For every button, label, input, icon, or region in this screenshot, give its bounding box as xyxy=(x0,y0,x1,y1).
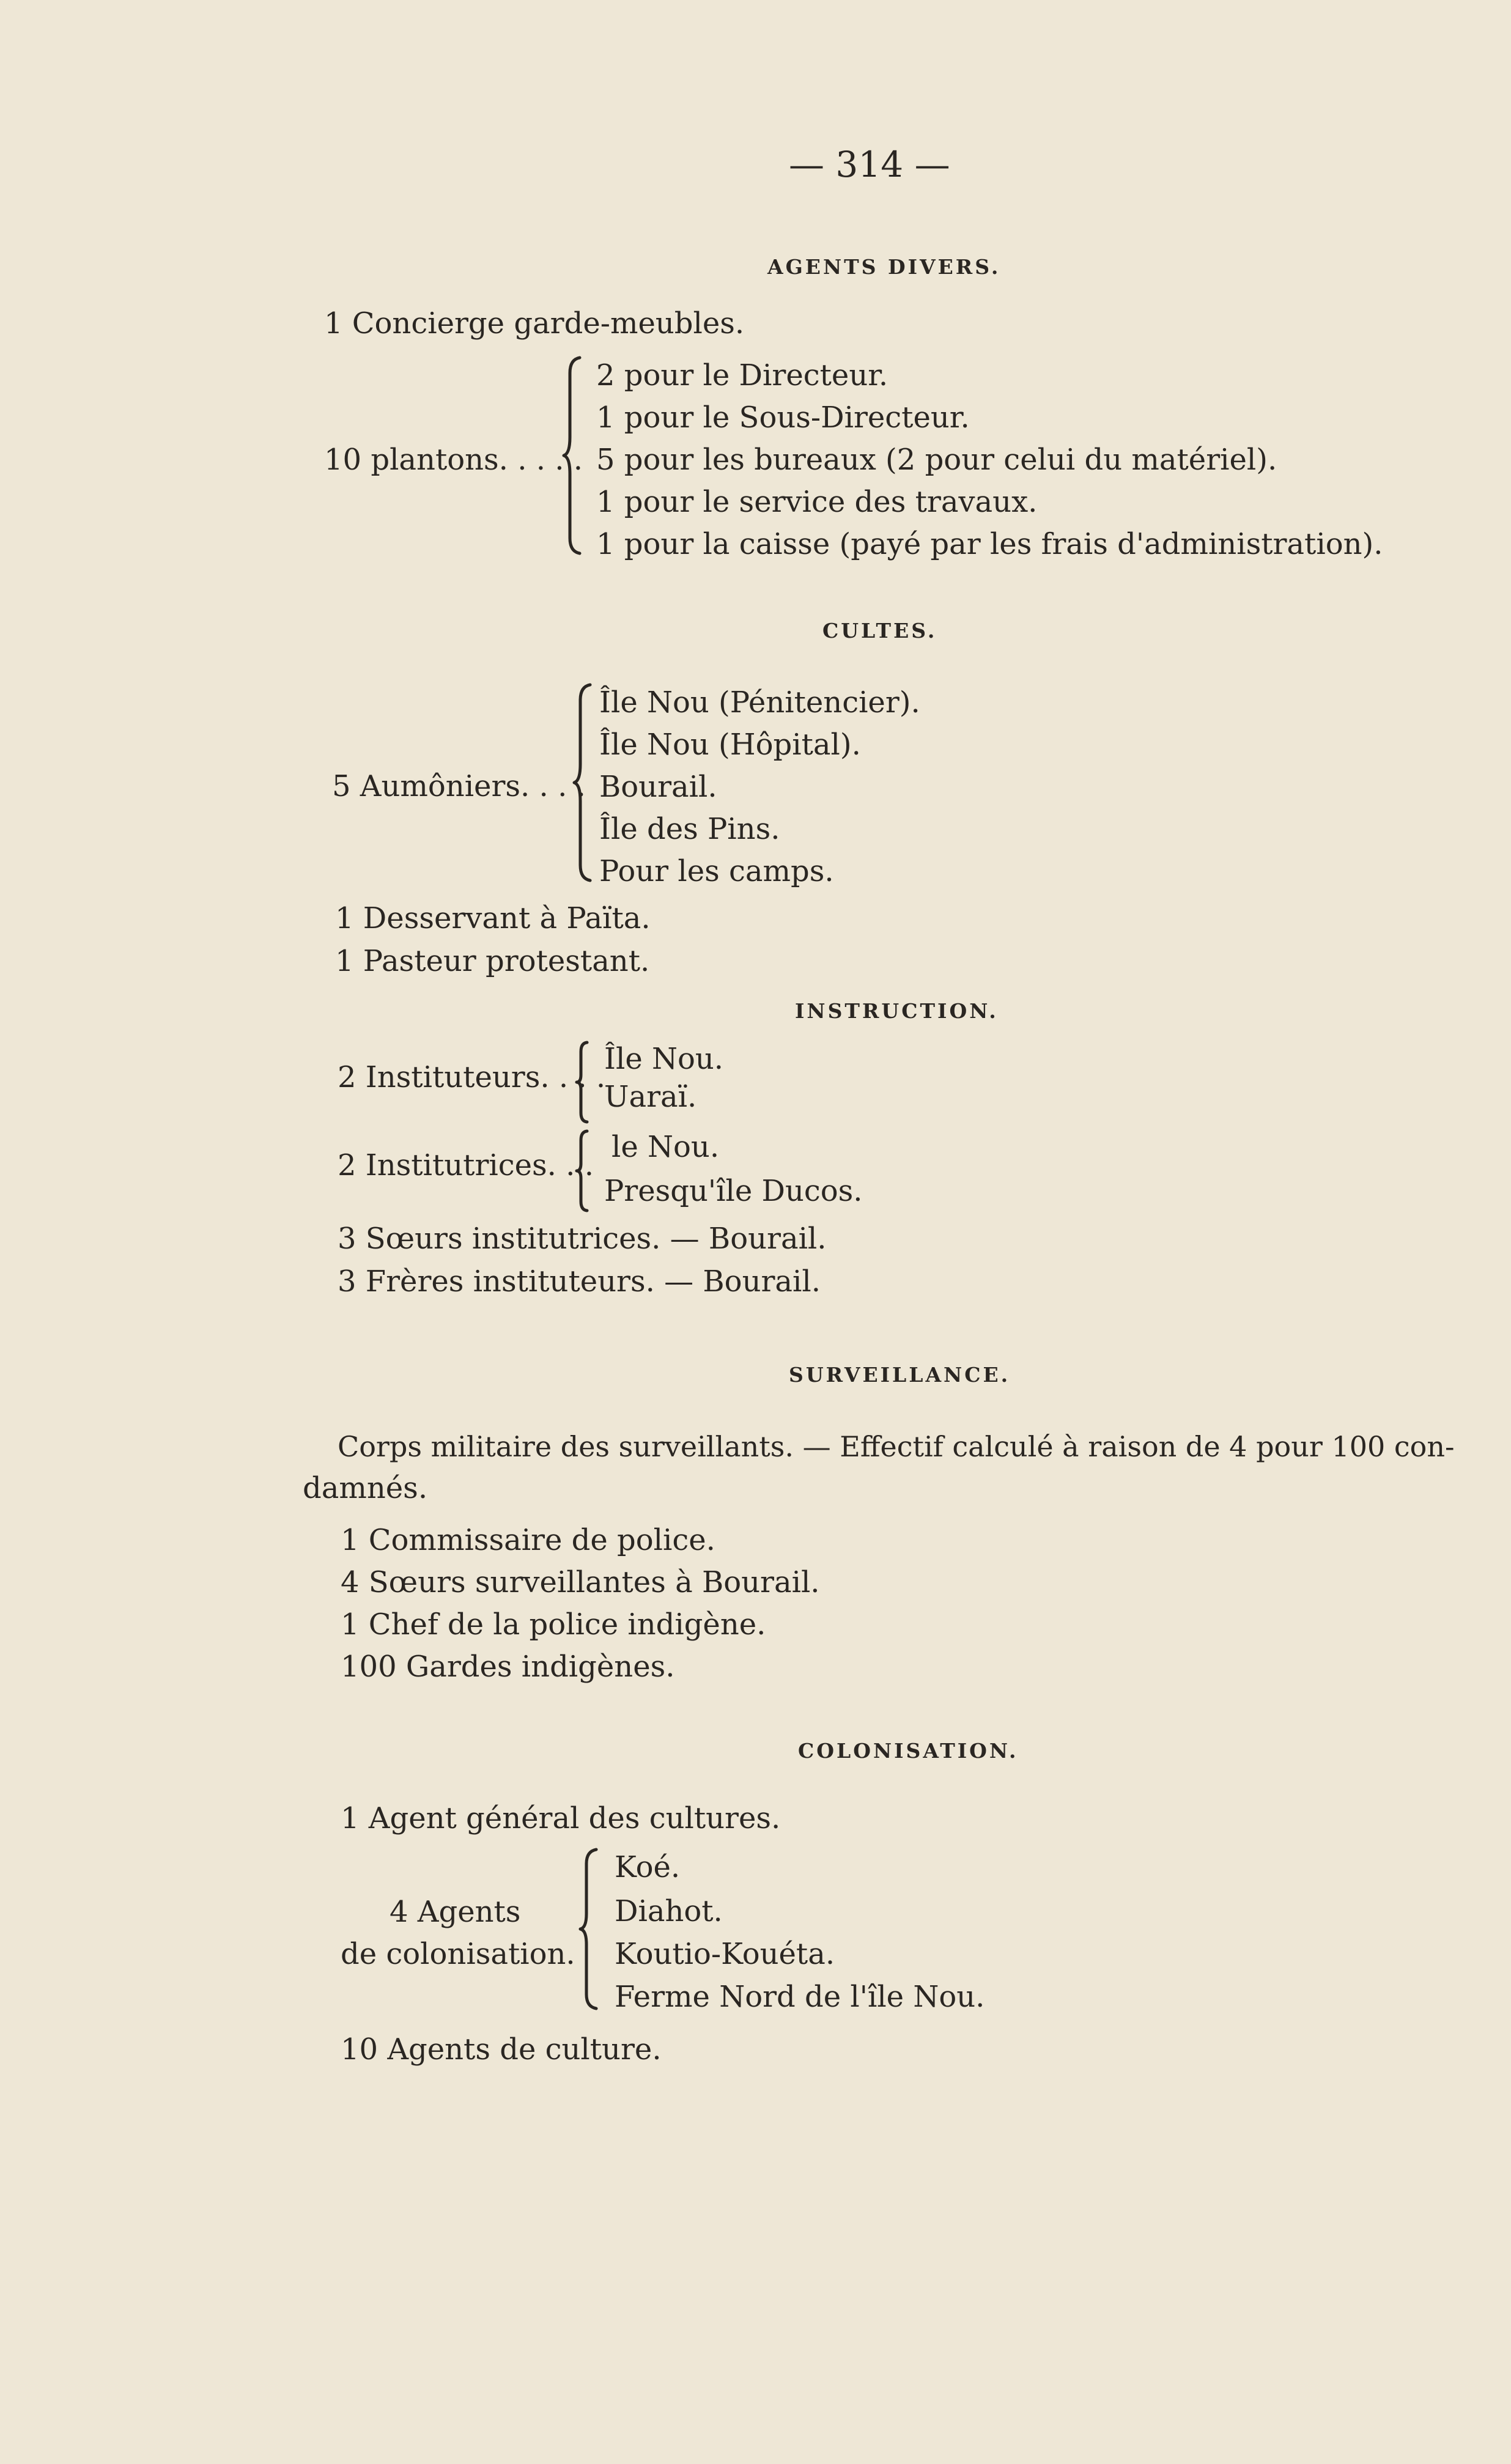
agent-general-line: 1 Agent général des cultures. xyxy=(341,1801,781,1835)
plantons-item-2: 1 pour le Sous-Directeur. xyxy=(596,400,970,435)
agents-colonisation-item-2: Diahot. xyxy=(615,1894,723,1928)
aumoniers-label: 5 Aumôniers. . . . xyxy=(332,769,586,803)
aumoniers-brace xyxy=(572,682,596,883)
agents-colonisation-item-4: Ferme Nord de l'île Nou. xyxy=(615,1980,985,2014)
section-heading-agents-divers: AGENTS DIVERS. xyxy=(767,255,1001,279)
aumoniers-item-4: Île des Pins. xyxy=(599,812,780,846)
section-heading-surveillance: SURVEILLANCE. xyxy=(789,1363,1011,1387)
plantons-brace xyxy=(561,355,586,556)
instituteurs-label: 2 Instituteurs. . . . xyxy=(338,1060,606,1094)
agents-colonisation-item-3: Koutio-Kouéta. xyxy=(615,1937,835,1971)
concierge-line: 1 Concierge garde-meubles. xyxy=(324,306,745,341)
aumoniers-item-3: Bourail. xyxy=(599,770,717,804)
plantons-label: 10 plantons. . . . . xyxy=(324,443,583,477)
plantons-item-3: 5 pour les bureaux (2 pour celui du matériel). xyxy=(596,443,1277,477)
instituteurs-brace xyxy=(575,1039,593,1125)
section-heading-cultes: CULTES. xyxy=(822,619,937,643)
surveillance-item-3: 1 Chef de la police indigène. xyxy=(341,1607,766,1642)
institutrices-item-1: le Nou. xyxy=(611,1130,720,1164)
surveillance-item-4: 100 Gardes indigènes. xyxy=(341,1650,675,1684)
instituteurs-item-1: Île Nou. xyxy=(604,1042,724,1076)
freres-instituteurs-line: 3 Frères instituteurs. — Bourail. xyxy=(338,1264,821,1299)
plantons-item-1: 2 pour le Directeur. xyxy=(596,358,888,393)
agents-colonisation-label-line1: 4 Agents xyxy=(390,1895,521,1929)
page-number: — 314 — xyxy=(789,144,950,185)
institutrices-label: 2 Institutrices. . . xyxy=(338,1148,594,1182)
pasteur-line: 1 Pasteur protestant. xyxy=(335,944,650,978)
plantons-item-5: 1 pour la caisse (payé par les frais d'administration). xyxy=(596,527,1383,561)
instituteurs-item-2: Uaraï. xyxy=(604,1080,697,1114)
agents-culture-line: 10 Agents de culture. xyxy=(341,2032,662,2067)
aumoniers-item-5: Pour les camps. xyxy=(599,854,834,888)
section-heading-instruction: INSTRUCTION. xyxy=(795,999,999,1023)
agents-colonisation-brace xyxy=(578,1846,602,2012)
plantons-item-4: 1 pour le service des travaux. xyxy=(596,485,1038,519)
surveillance-paragraph-line1: Corps militaire des surveillants. — Effectif calculé à raison de 4 pour 100 con- xyxy=(338,1430,1455,1463)
surveillance-paragraph-line2: damnés. xyxy=(303,1471,428,1505)
desservant-line: 1 Desservant à Païta. xyxy=(335,901,651,935)
agents-colonisation-label-line2: de colonisation. xyxy=(341,1937,575,1971)
institutrices-brace xyxy=(575,1128,593,1214)
section-heading-colonisation: COLONISATION. xyxy=(798,1739,1019,1763)
aumoniers-item-1: Île Nou (Pénitencier). xyxy=(599,685,920,720)
surveillance-item-2: 4 Sœurs surveillantes à Bourail. xyxy=(341,1565,820,1599)
aumoniers-item-2: Île Nou (Hôpital). xyxy=(599,728,861,762)
agents-colonisation-item-1: Koé. xyxy=(615,1850,681,1884)
soeurs-institutrices-line: 3 Sœurs institutrices. — Bourail. xyxy=(338,1222,827,1256)
surveillance-item-1: 1 Commissaire de police. xyxy=(341,1523,715,1557)
institutrices-item-2: Presqu'île Ducos. xyxy=(604,1174,863,1208)
